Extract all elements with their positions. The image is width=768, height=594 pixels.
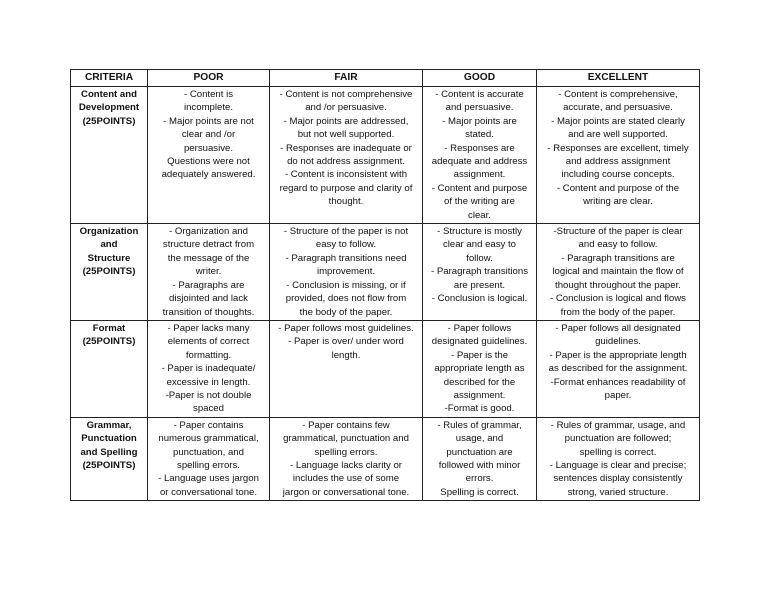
cell-line: - Content and purpose	[431, 182, 528, 194]
cell-line: - Conclusion is logical.	[431, 293, 528, 305]
table-row	[71, 320, 700, 417]
cell-line: and address assignment	[565, 156, 671, 168]
cell-line: - Content is not comprehensive	[279, 89, 413, 100]
cell-line: punctuation are followed;	[564, 433, 672, 445]
cell-line: numerous grammatical,	[158, 433, 259, 445]
cell-line: clear and /or	[181, 129, 236, 141]
cell-line: - Structure of the paper is not	[283, 226, 409, 238]
cell-line: disjointed and lack	[169, 293, 248, 305]
cell-line: paper.	[604, 389, 632, 401]
cell-line: as described for the assignment.	[548, 363, 688, 375]
header-good: GOOD	[423, 70, 537, 87]
cell-line: - Structure is mostly	[437, 226, 522, 238]
cell-line: regard to purpose and clarity of	[279, 182, 413, 194]
cell-line: (25POINTS)	[82, 115, 136, 127]
cell-line: - Major points are not	[163, 115, 254, 127]
cell-line: - Paragraphs are	[172, 279, 245, 291]
cell-line: sentences display consistently	[553, 473, 683, 485]
cell-line: strong, varied structure.	[567, 486, 669, 498]
cell-line: or conversational tone.	[159, 486, 258, 498]
cell-line: Grammar,	[86, 419, 132, 431]
cell-line: Spelling is correct.	[440, 486, 519, 498]
cell-line: followed with minor	[438, 459, 521, 471]
cell-line: and easy to follow.	[578, 239, 658, 251]
cell-line: including course concepts.	[561, 169, 675, 181]
cell-line: - Paper follows all designated	[555, 322, 681, 334]
cell-line: - Content and purpose of the	[556, 182, 680, 194]
excellent-cell	[537, 417, 700, 500]
header-fair: FAIR	[270, 70, 423, 87]
cell-line: usage, and	[455, 433, 504, 445]
cell-line: writer.	[195, 266, 222, 278]
cell-line: - Paper is the	[450, 349, 509, 361]
fair-cell	[270, 87, 423, 224]
good-cell	[423, 417, 537, 500]
cell-line: clear.	[468, 209, 491, 221]
cell-line: are present.	[453, 279, 506, 291]
fair-cell	[270, 417, 423, 500]
cell-line: Questions were not	[167, 156, 250, 168]
cell-line: - Content is comprehensive,	[558, 89, 678, 100]
cell-line: adequate and address	[431, 156, 528, 168]
header-poor: POOR	[148, 70, 270, 87]
cell-line: - Paper follows	[447, 322, 512, 334]
cell-line: punctuation are	[446, 446, 513, 458]
cell-line: - Paper is inadequate/	[161, 363, 256, 375]
table-row	[71, 417, 700, 500]
cell-line: Content and	[81, 89, 137, 100]
table-row	[71, 87, 700, 224]
cell-line: - Paper is over/ under word	[288, 336, 404, 348]
good-cell	[423, 320, 537, 417]
cell-line: - Paragraph transitions are	[561, 252, 675, 264]
cell-line: -Structure of the paper is clear	[553, 226, 683, 238]
cell-line: formatting.	[185, 349, 232, 361]
cell-line: - Responses are inadequate or	[280, 142, 412, 154]
poor-cell	[148, 320, 270, 417]
cell-line: - Major points are	[442, 115, 517, 127]
cell-line: - Content is inconsistent with	[284, 169, 408, 181]
cell-line: and	[100, 239, 118, 251]
poor-cell	[148, 87, 270, 224]
cell-line: and are well supported.	[568, 129, 668, 141]
cell-line: - Language is clear and precise;	[549, 459, 687, 471]
cell-line: (25POINTS)	[82, 266, 136, 278]
cell-line: Organization	[79, 226, 139, 238]
cell-line: - Paragraph transitions	[430, 266, 529, 278]
table-row	[71, 224, 700, 321]
excellent-cell	[537, 320, 700, 417]
cell-line: clear and easy to	[442, 239, 517, 251]
cell-line: - Paragraph transitions need	[285, 252, 407, 264]
excellent-cell	[537, 87, 700, 224]
cell-line: -Format is good.	[444, 403, 515, 415]
cell-line: the body of the paper.	[299, 306, 393, 318]
cell-line: spelling is correct.	[579, 446, 657, 458]
cell-line: - Paper follows most guidelines.	[278, 322, 414, 334]
cell-line: - Content is accurate	[435, 89, 524, 100]
cell-line: - Paper contains	[173, 419, 244, 431]
cell-line: - Rules of grammar, usage, and	[550, 419, 686, 431]
cell-line: -Paper is not double	[165, 389, 252, 401]
cell-line: Development	[78, 102, 140, 114]
cell-line: do not address assignment.	[287, 156, 405, 168]
cell-line: errors.	[465, 473, 494, 485]
cell-line: jargon or conversational tone.	[282, 486, 410, 498]
cell-line: logical and maintain the flow of	[552, 266, 684, 278]
cell-line: guidelines.	[595, 336, 641, 348]
cell-line: described for the	[443, 376, 516, 388]
cell-line: transition of thoughts.	[162, 306, 255, 318]
cell-line: (25POINTS)	[82, 459, 136, 471]
cell-line: elements of correct	[167, 336, 250, 348]
cell-line: improvement.	[316, 266, 376, 278]
cell-line: punctuation, and	[173, 446, 244, 458]
cell-line: - Responses are	[444, 142, 515, 154]
criteria-cell	[71, 320, 148, 417]
cell-line: follow.	[466, 252, 493, 264]
cell-line: - Paper lacks many	[167, 322, 250, 334]
cell-line: assignment.	[453, 169, 506, 181]
cell-line: and /or persuasive.	[305, 102, 387, 114]
cell-line: accurate, and persuasive.	[563, 102, 673, 114]
cell-line: - Major points are addressed,	[283, 115, 409, 127]
header-excellent: EXCELLENT	[537, 70, 700, 87]
cell-line: -Format enhances readability of	[550, 376, 686, 388]
cell-line: stated.	[465, 129, 494, 141]
poor-cell	[148, 224, 270, 321]
cell-line: but not well supported.	[297, 129, 395, 141]
cell-line: designated guidelines.	[431, 336, 528, 348]
cell-line: Structure	[87, 252, 131, 264]
cell-line: - Paper is the appropriate length	[549, 349, 687, 361]
cell-line: easy to follow.	[315, 239, 377, 251]
cell-line: spelling errors.	[314, 446, 378, 458]
cell-line: - Rules of grammar,	[437, 419, 522, 431]
cell-line: assignment.	[453, 389, 506, 401]
criteria-cell	[71, 224, 148, 321]
cell-line: adequately answered.	[161, 169, 256, 181]
cell-line: Format	[92, 322, 126, 334]
rubric-table	[70, 69, 700, 501]
cell-line: - Conclusion is logical and flows	[550, 293, 686, 305]
excellent-cell	[537, 224, 700, 321]
cell-line: of the writing are	[444, 196, 515, 208]
cell-line: length.	[331, 349, 361, 361]
cell-line: spelling errors.	[177, 459, 240, 471]
cell-line: incomplete.	[183, 102, 234, 114]
cell-line: thought.	[328, 196, 364, 208]
cell-line: (25POINTS)	[82, 336, 136, 348]
cell-line: the message of the	[167, 252, 250, 264]
good-cell	[423, 87, 537, 224]
criteria-cell	[71, 87, 148, 224]
cell-line: - Organization and	[169, 226, 248, 238]
cell-line: - Major points are stated clearly	[551, 115, 685, 127]
cell-line: - Responses are excellent, timely	[547, 142, 689, 154]
criteria-cell	[71, 417, 148, 500]
cell-line: appropriate length as	[434, 363, 525, 375]
cell-line: - Language uses jargon	[158, 473, 259, 485]
cell-line: from the body of the paper.	[560, 306, 676, 318]
cell-line: - Paper contains few	[302, 419, 390, 431]
good-cell	[423, 224, 537, 321]
cell-line: and persuasive.	[445, 102, 514, 114]
cell-line: excessive in length.	[166, 376, 251, 388]
header-row	[71, 70, 700, 87]
cell-line: includes the use of some	[292, 473, 400, 485]
cell-line: Punctuation	[81, 433, 137, 445]
cell-line: - Language lacks clarity or	[290, 459, 402, 471]
cell-line: - Content is	[183, 89, 234, 100]
header-criteria: CRITERIA	[71, 70, 148, 87]
cell-line: thought throughout the paper.	[555, 279, 681, 291]
fair-cell	[270, 320, 423, 417]
poor-cell	[148, 417, 270, 500]
cell-line: grammatical, punctuation and	[283, 433, 409, 445]
cell-line: and Spelling	[80, 446, 138, 458]
fair-cell	[270, 224, 423, 321]
cell-line: persuasive.	[183, 142, 234, 154]
cell-line: structure detract from	[162, 239, 255, 251]
cell-line: writing are clear.	[583, 196, 653, 208]
cell-line: provided, does not flow from	[285, 293, 407, 305]
cell-line: - Conclusion is missing, or if	[286, 279, 406, 291]
cell-line: spaced	[193, 403, 224, 415]
